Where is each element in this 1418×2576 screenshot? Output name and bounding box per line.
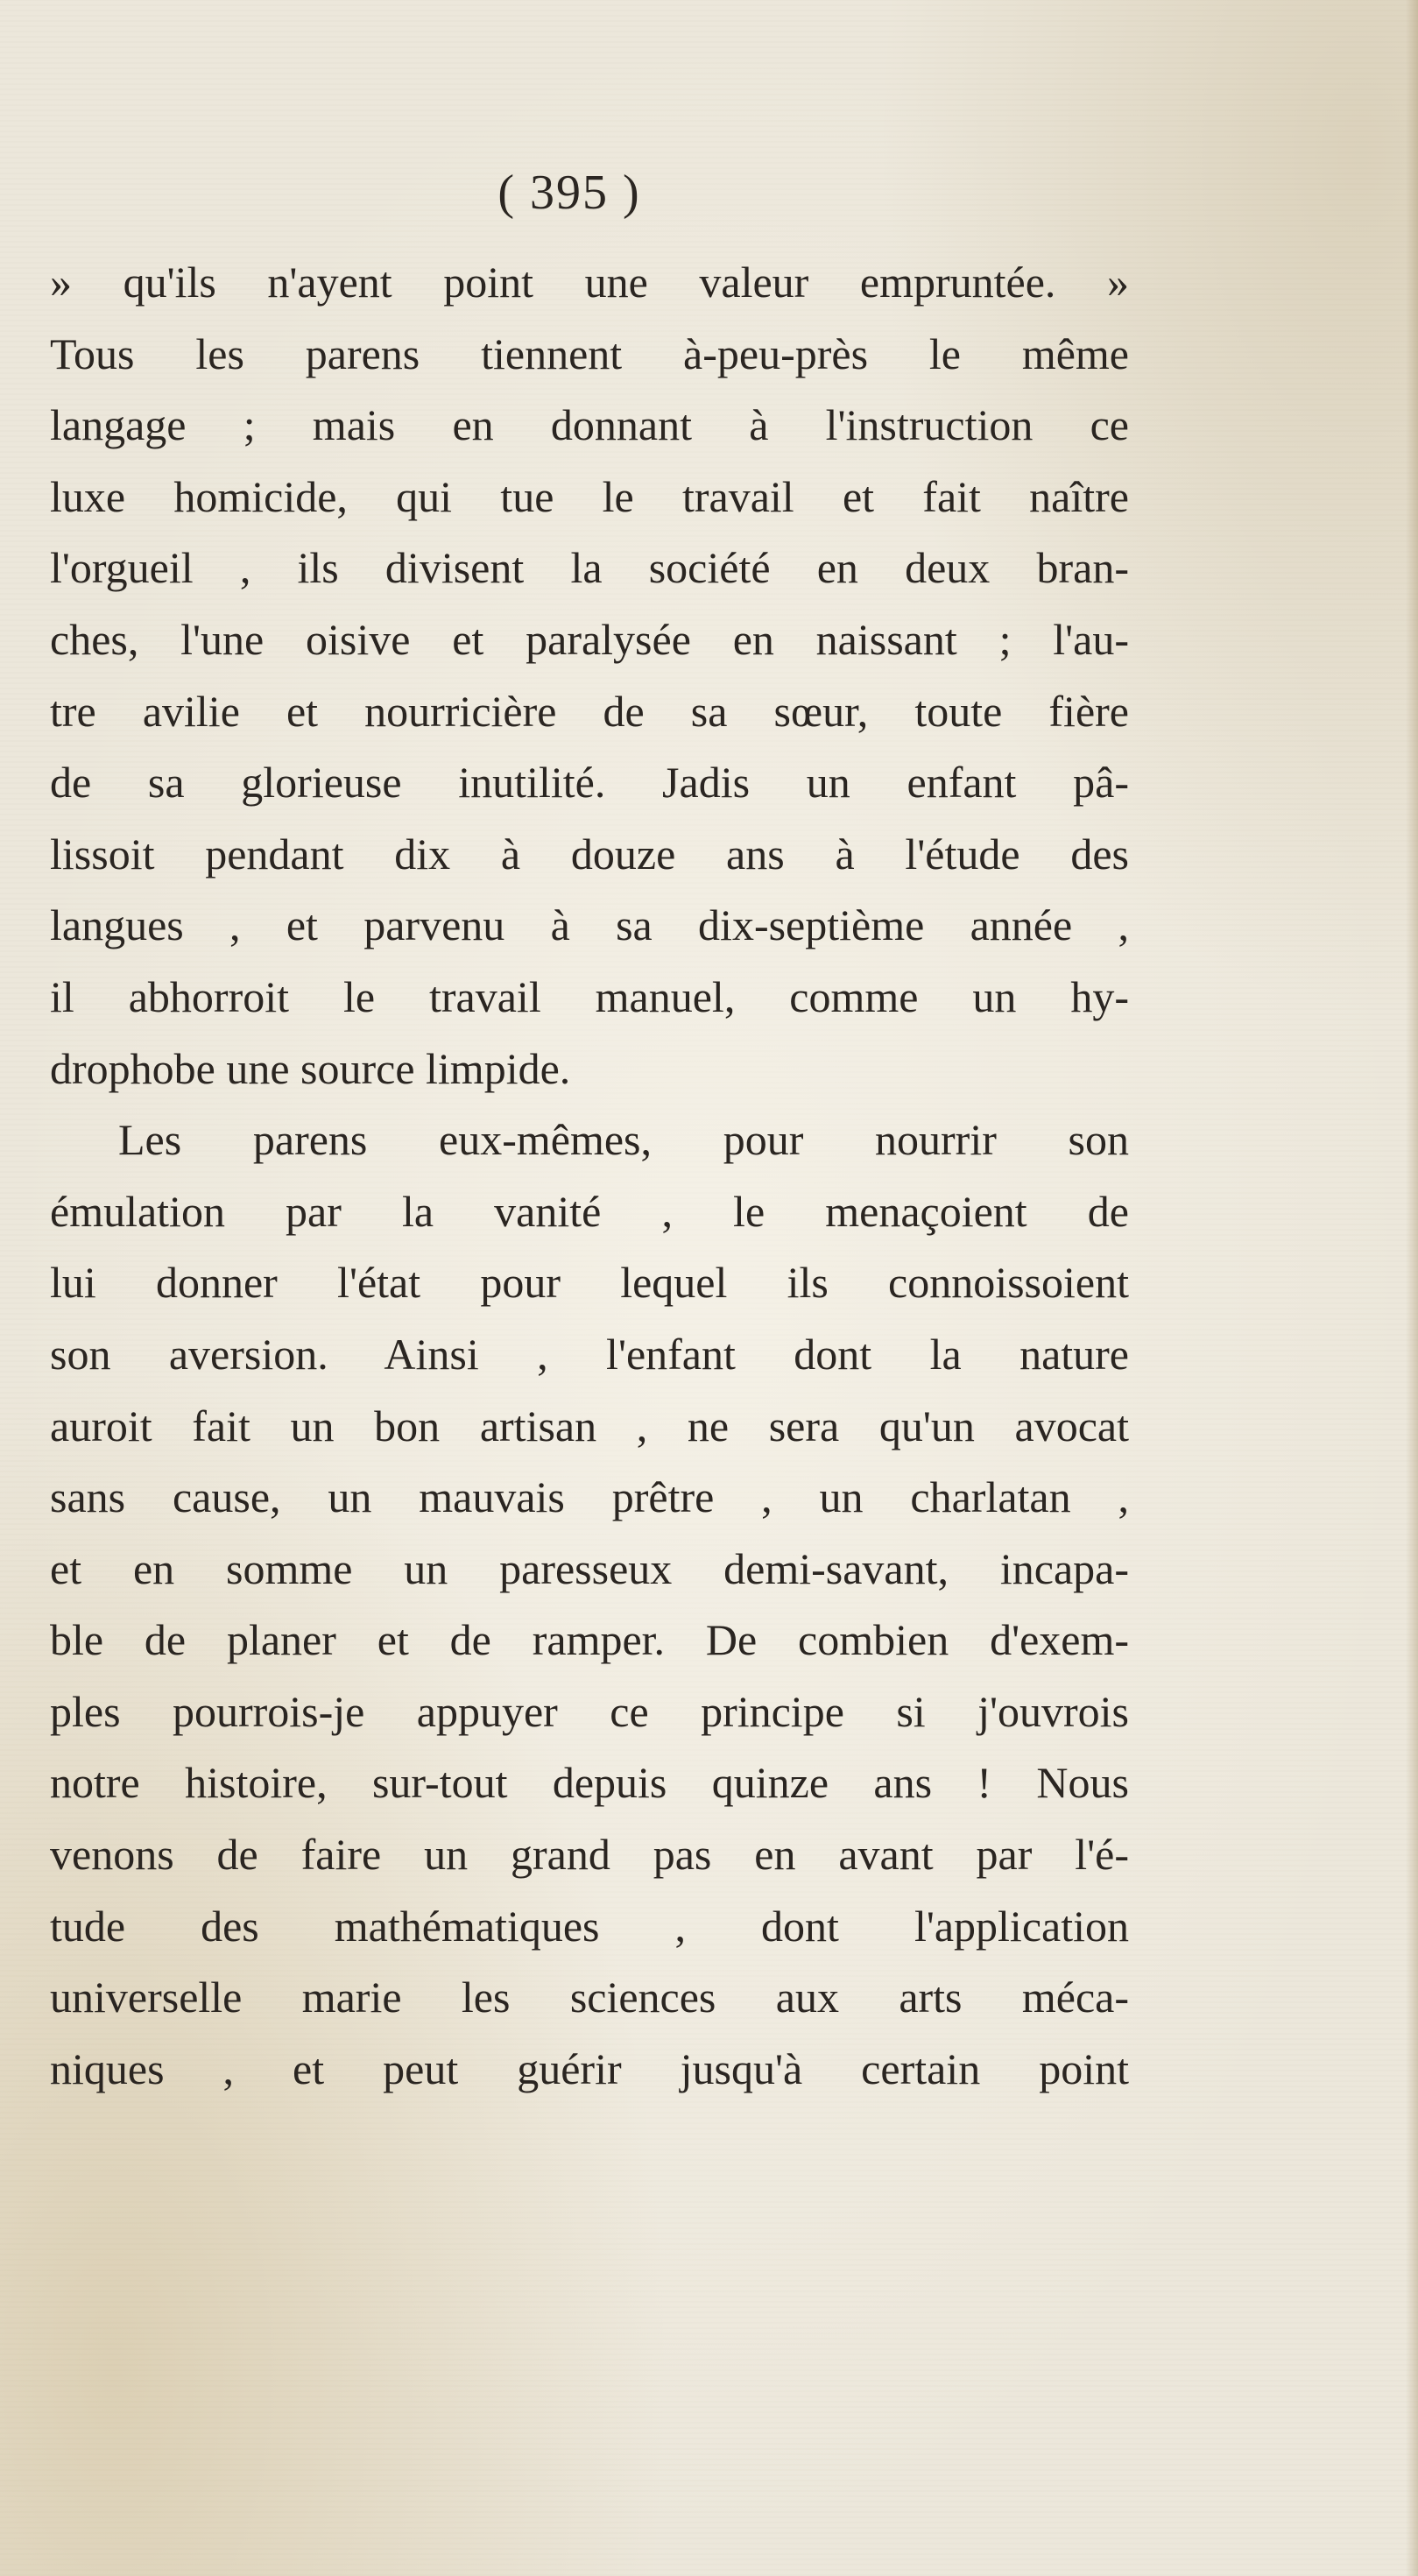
text-line: venons de faire un grand pas en avant par l'é-	[50, 1830, 1129, 1880]
text-line: émulation par la vanité , le menaçoient de	[50, 1186, 1129, 1236]
page-number: ( 395 )	[497, 166, 641, 220]
text-line: Tous les parens tiennent à-peu-près le même	[50, 328, 1129, 378]
body-text	[50, 247, 1129, 2105]
text-line: lissoit pendant dix à douze ans à l'étude des	[50, 829, 1129, 879]
text-line: il abhorroit le travail manuel, comme un hy-	[50, 971, 1129, 1021]
paragraph-end-line: drophobe une source limpide.	[50, 1043, 571, 1093]
text-line: de sa glorieuse inutilité. Jadis un enfant pâ-	[50, 758, 1129, 808]
text-line: niques , et peut guérir jusqu'à certain point	[50, 2043, 1129, 2093]
paragraph-start-line: Les parens eux-mêmes, pour nourrir son	[118, 1115, 1129, 1165]
text-line: ples pourrois-je appuyer ce principe si j'ouvrois	[50, 1686, 1129, 1736]
text-line: ches, l'une oisive et paralysée en naissant ; l'au-	[50, 614, 1129, 664]
text-line: l'orgueil , ils divisent la société en deux bran-	[50, 543, 1129, 593]
page-edge-shadow	[1406, 0, 1418, 2576]
text-line: » qu'ils n'ayent point une valeur empruntée. »	[50, 258, 1129, 307]
text-line: ble de planer et de ramper. De combien d'exem-	[50, 1615, 1129, 1665]
text-line: notre histoire, sur-tout depuis quinze ans ! Nous	[50, 1758, 1129, 1808]
text-line: langues , et parvenu à sa dix-septième année ,	[50, 900, 1129, 950]
text-line: lui donner l'état pour lequel ils connoissoient	[50, 1258, 1129, 1308]
text-line: tude des mathématiques , dont l'application	[50, 1901, 1129, 1951]
text-line: auroit fait un bon artisan , ne sera qu'un avocat	[50, 1401, 1129, 1450]
text-line: son aversion. Ainsi , l'enfant dont la nature	[50, 1329, 1129, 1379]
text-line: langage ; mais en donnant à l'instruction ce	[50, 400, 1129, 450]
text-line: luxe homicide, qui tue le travail et fait naître	[50, 471, 1129, 521]
text-line: sans cause, un mauvais prêtre , un charlatan ,	[50, 1472, 1129, 1522]
text-line: et en somme un paresseux demi-savant, incapa-	[50, 1543, 1129, 1593]
text-line: universelle marie les sciences aux arts méca-	[50, 1973, 1129, 2022]
text-line: tre avilie et nourricière de sa sœur, toute fière	[50, 686, 1129, 736]
